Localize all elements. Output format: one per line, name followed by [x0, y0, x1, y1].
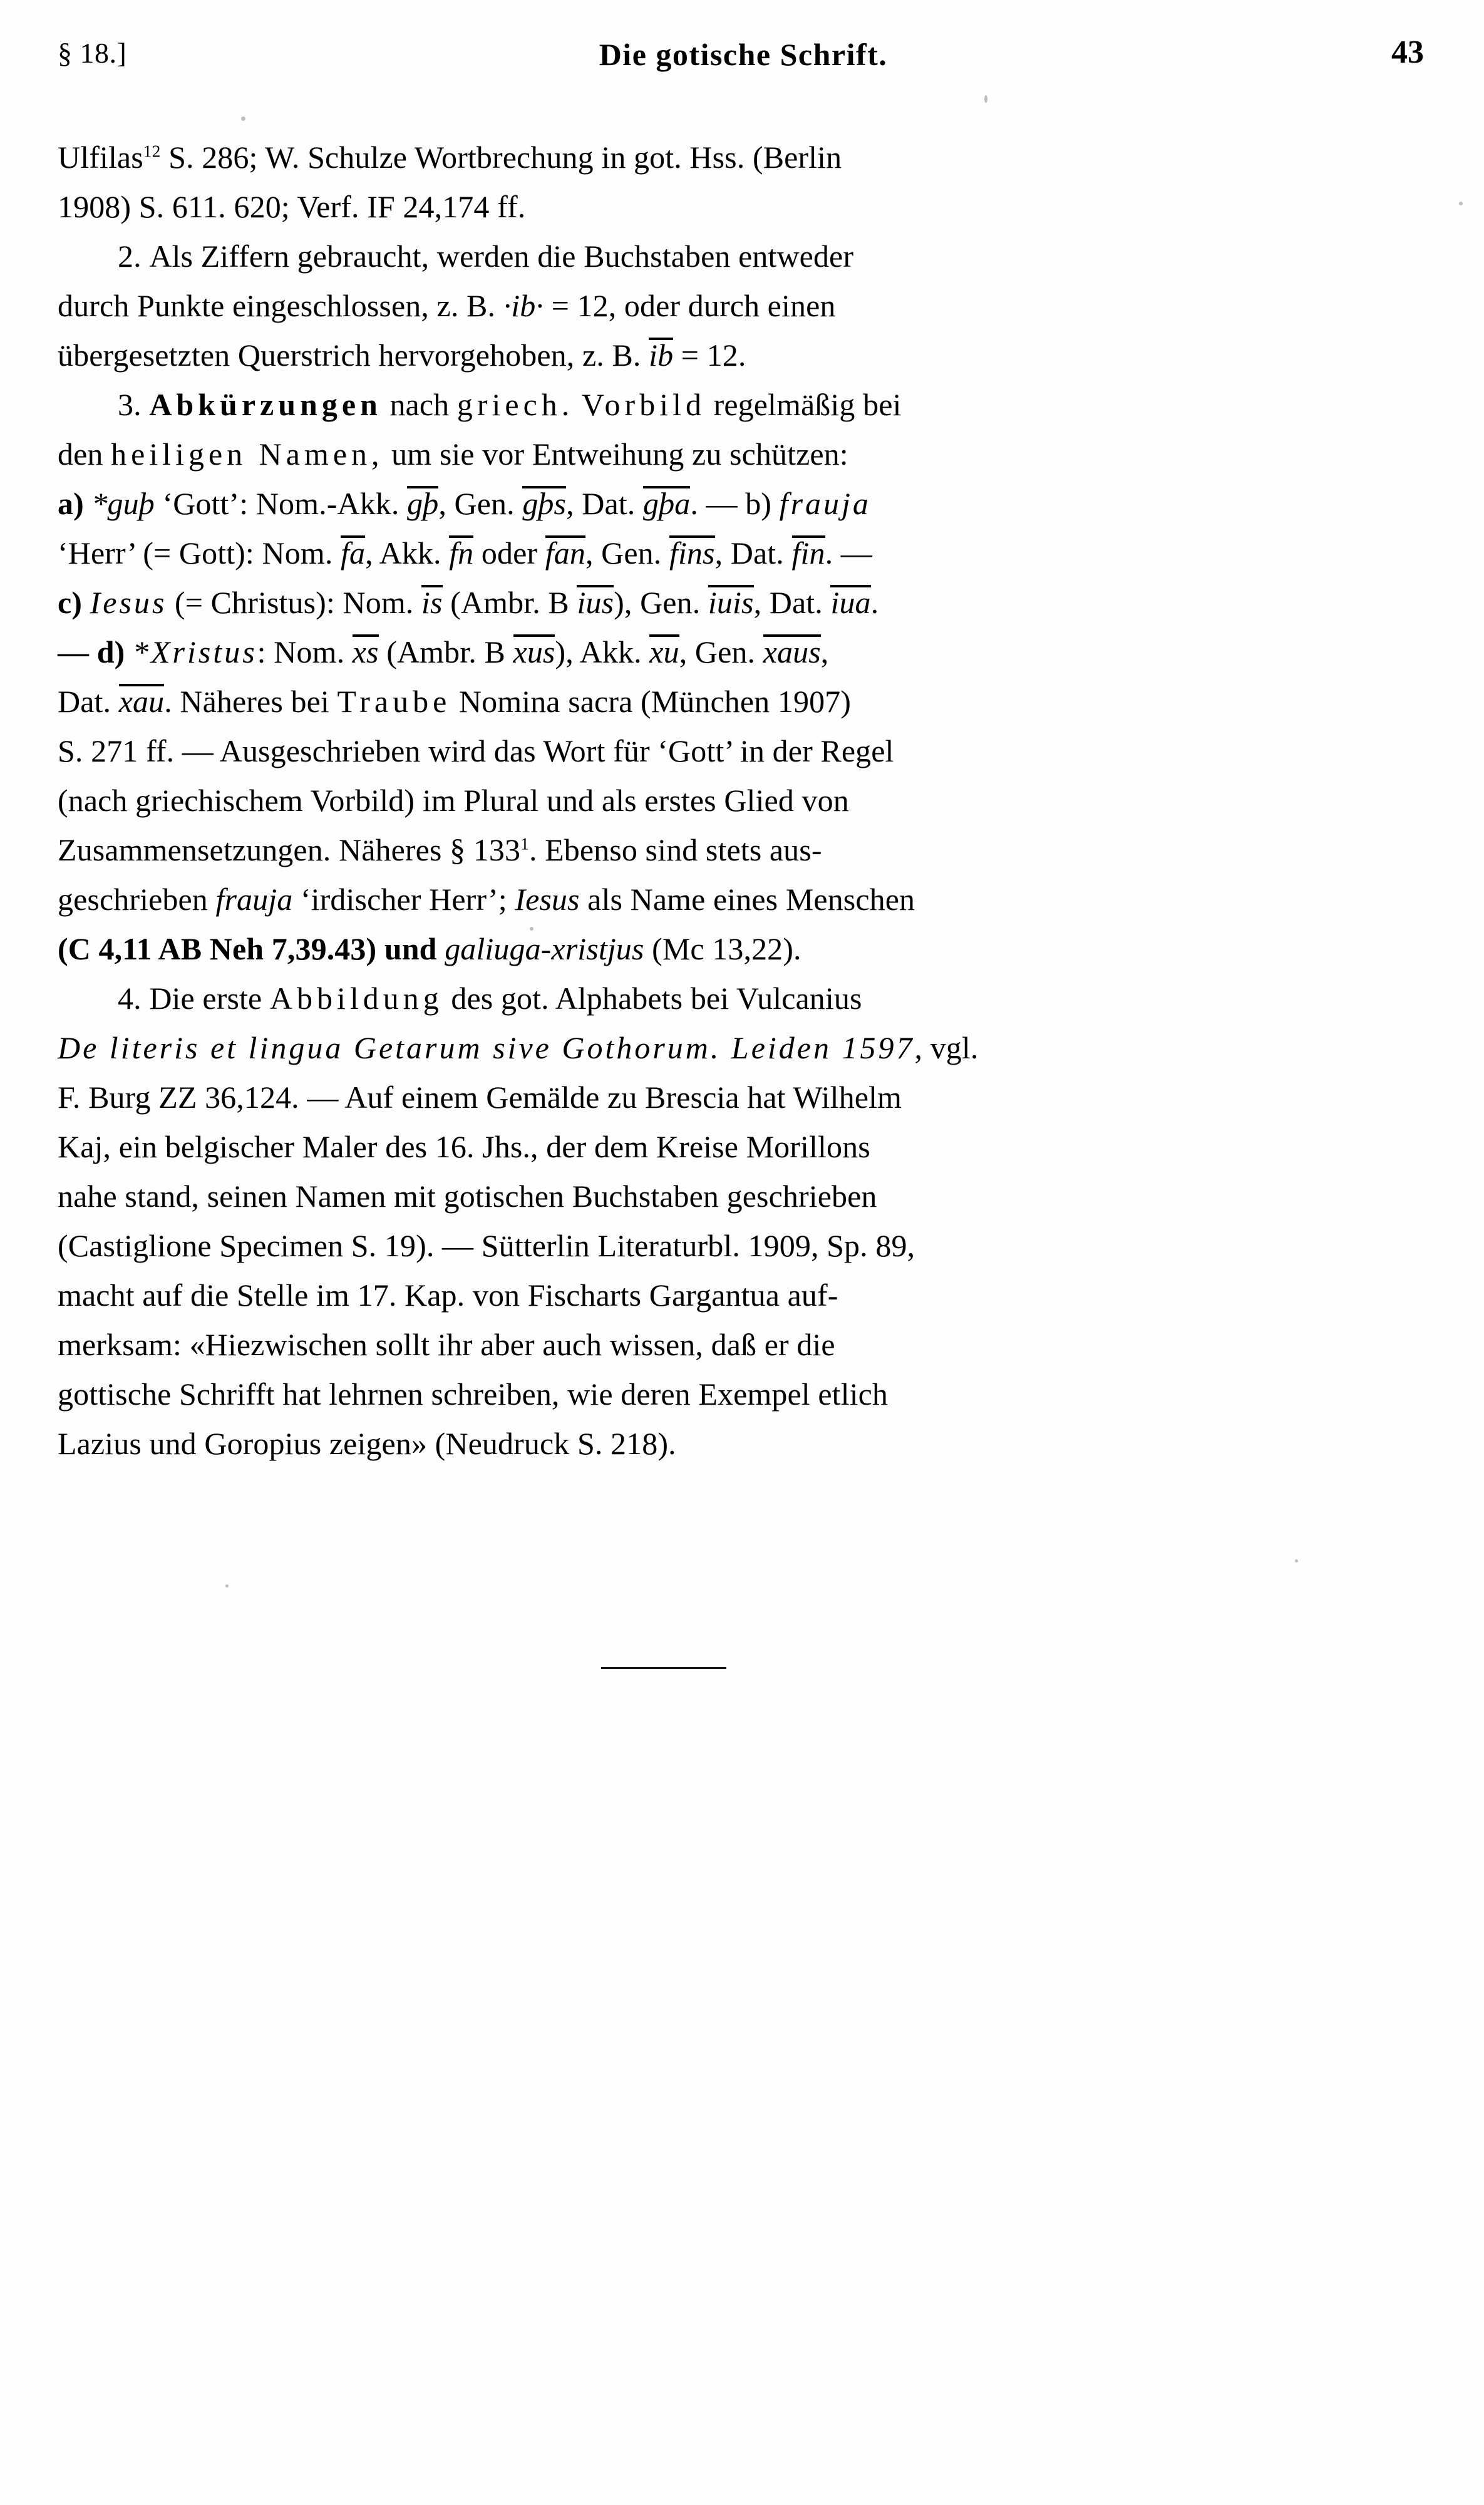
gothic-form: Iesus [515, 882, 580, 917]
running-head-title: Die gotische Schrift. [599, 37, 888, 72]
emphasis-spaced: Vorbild [581, 387, 706, 422]
work-title: De literis et lingua Getarum sive Gothorum. Leiden 1597 [58, 1030, 915, 1065]
line-part: , [820, 634, 829, 669]
overlined-abbreviation: iua [830, 585, 871, 620]
page-number: 43 [1391, 34, 1424, 70]
section-divider-rule [601, 1667, 726, 1669]
emphasis-spaced: Abbildung [269, 981, 443, 1016]
scan-speck [530, 927, 533, 931]
overlined-abbreviation: xau [118, 684, 165, 719]
line-part: regelmäßig bei [706, 387, 902, 422]
text-line [58, 380, 1429, 430]
overlined-abbreviation: gþ [407, 486, 439, 521]
emphasis-spaced: Traube [337, 684, 451, 719]
text-line: (Castiglione Specimen S. 19). — Sütterlin Literaturbl. 1909, Sp. 89, [58, 1228, 915, 1263]
line-part: , Gen. [679, 634, 763, 669]
text-line: 1908) S. 611. 620; Verf. IF 24,174 ff. [58, 189, 526, 224]
overlined-abbreviation: xus [513, 634, 555, 669]
line-part: (Mc 13,22). [644, 931, 801, 966]
overlined-abbreviation: gþa [643, 486, 691, 521]
overlined-abbreviation: is [421, 585, 443, 620]
gothic-form: Iesus [90, 585, 167, 620]
text-line: merksam: «Hiezwischen sollt ihr aber auch wissen, daß er die [58, 1327, 835, 1362]
text-line [58, 479, 1429, 529]
list-label: — d) [58, 634, 133, 669]
text-line [58, 133, 1429, 182]
line-part: ), Akk. [555, 634, 650, 669]
footnote-marker: 1 [520, 834, 529, 854]
line-part: oder [473, 535, 545, 571]
line-part: Dat. [58, 684, 119, 719]
overlined-abbreviation: xaus [763, 634, 821, 669]
gothic-form: frauja [779, 486, 871, 521]
text-line [58, 677, 1429, 726]
text-line [58, 825, 1429, 875]
line-part: , Dat. [753, 585, 831, 620]
text-line [58, 529, 1429, 578]
text-line [58, 924, 1429, 974]
line-rest: S. 286; W. Schulze Wortbrechung in got. Hss. (Berlin [160, 140, 842, 175]
line-part: . — [825, 535, 872, 571]
line-part: , Gen. [585, 535, 669, 571]
text-line [58, 974, 1429, 1023]
text-line: macht auf die Stelle im 17. Kap. von Fischarts Gargantua auf- [58, 1278, 838, 1313]
text-line: F. Burg ZZ 36,124. — Auf einem Gemälde zu Brescia hat Wilhelm [58, 1080, 902, 1115]
line-part: ‘irdischer Herr’; [292, 882, 515, 917]
line-part: Zusammensetzungen. Näheres § 133 [58, 832, 521, 867]
line-part: (Ambr. B [442, 585, 577, 620]
text-line [58, 875, 1429, 924]
line-part: . — b) [690, 486, 780, 521]
text-line [58, 1023, 1429, 1073]
scan-speck [984, 95, 987, 103]
list-number: 4. [118, 981, 142, 1016]
line-part [574, 387, 582, 422]
scan-speck [1459, 202, 1463, 205]
overlined-abbreviation: iuis [708, 585, 754, 620]
list-number: 2. [118, 239, 142, 274]
text-line: nahe stand, seinen Namen mit gotischen Buchstaben geschrieben [58, 1179, 877, 1214]
text-line [58, 281, 1429, 331]
line-part: den [58, 436, 111, 472]
page-content [58, 0, 1429, 1469]
line-part: Nomina sacra (München 1907) [451, 684, 852, 719]
emphasis-spaced: griech. [456, 387, 574, 422]
text-line [58, 232, 1429, 281]
line-part: , vgl. [914, 1030, 979, 1065]
line-part: : Nom. [257, 634, 353, 669]
overlined-abbreviation: fn [449, 535, 474, 571]
text-line [58, 628, 1429, 677]
overlined-abbreviation: ius [577, 585, 614, 620]
scan-speck [225, 1584, 229, 1588]
text-line [58, 578, 1429, 628]
text-line [58, 331, 1429, 380]
gothic-numeral: ·ib· [503, 288, 544, 323]
line-part: übergesetzten Querstrich hervorgehoben, z. B. [58, 338, 649, 373]
line-part: . [870, 585, 879, 620]
text-line [58, 430, 1429, 479]
overlined-abbreviation: xu [649, 634, 679, 669]
emphasis-spaced: heiligen Namen, [111, 436, 384, 472]
line-part: geschrieben [58, 882, 216, 917]
text-line: (nach griechischem Vorbild) im Plural und als erstes Glied von [58, 783, 849, 818]
line-part: , Dat. [566, 486, 643, 521]
line-part: um sie vor Entweihung zu schützen: [383, 436, 848, 472]
line-part: durch Punkte eingeschlossen, z. B. [58, 288, 503, 323]
line-part: , Akk. [365, 535, 450, 571]
gothic-form: *guþ [91, 486, 155, 521]
line-part: des got. Alphabets bei Vulcanius [443, 981, 862, 1016]
emphasis-spaced: Abkürzungen [149, 387, 382, 422]
line-part: ‘Herr’ (= Gott): Nom. [58, 535, 341, 571]
overlined-abbreviation: xs [352, 634, 379, 669]
line-part: nach [381, 387, 457, 422]
list-label: a) [58, 486, 92, 521]
overlined-abbreviation: fa [341, 535, 366, 571]
line-part: = 12. [673, 338, 746, 373]
line-part: (Ambr. B [378, 634, 513, 669]
text-line: Kaj, ein belgischer Maler des 16. Jhs., der dem Kreise Morillons [58, 1129, 870, 1164]
gothic-form: *Xristus [132, 634, 257, 669]
gothic-form: galiuga-xristjus [445, 931, 644, 966]
gothic-form: frauja [215, 882, 293, 917]
overlined-abbreviation: fan [545, 535, 585, 571]
overlined-abbreviation: ib [649, 338, 674, 373]
text-line: gottische Schrifft hat lehrnen schreiben, wie deren Exempel etlich [58, 1376, 889, 1412]
scan-speck [1295, 1559, 1298, 1562]
body-text [58, 133, 1429, 1469]
line-part: (= Christus): Nom. [167, 585, 422, 620]
line-part: (C 4,11 AB Neh 7,39.43) und [58, 931, 445, 966]
line-part: . Näheres bei [164, 684, 338, 719]
line-part: , Dat. [714, 535, 792, 571]
section-marker: § 18.] [58, 37, 127, 69]
line-part: als Name eines Menschen [579, 882, 915, 917]
line-part: , Gen. [438, 486, 523, 521]
text-line: Lazius und Goropius zeigen» (Neudruck S. 218). [58, 1426, 676, 1461]
footnote-marker: 12 [143, 141, 161, 161]
line-part: = 12, oder durch einen [544, 288, 836, 323]
ref-ulfilas: Ulfilas [58, 140, 143, 175]
running-head [58, 36, 1429, 118]
scan-speck [241, 116, 245, 121]
text-line: S. 271 ff. — Ausgeschrieben wird das Wort für ‘Gott’ in der Regel [58, 733, 894, 768]
line-part: ), Gen. [614, 585, 708, 620]
overlined-abbreviation: fins [669, 535, 715, 571]
line-rest: Als Ziffern gebraucht, werden die Buchstaben entweder [149, 239, 854, 274]
line-part: Die erste [149, 981, 270, 1016]
line-part: . Ebenso sind stets aus- [528, 832, 822, 867]
list-label: c) [58, 585, 90, 620]
overlined-abbreviation: fin [791, 535, 825, 571]
list-number: 3. [118, 387, 142, 422]
line-part: ‘Gott’: Nom.-Akk. [154, 486, 408, 521]
overlined-abbreviation: gþs [522, 486, 567, 521]
